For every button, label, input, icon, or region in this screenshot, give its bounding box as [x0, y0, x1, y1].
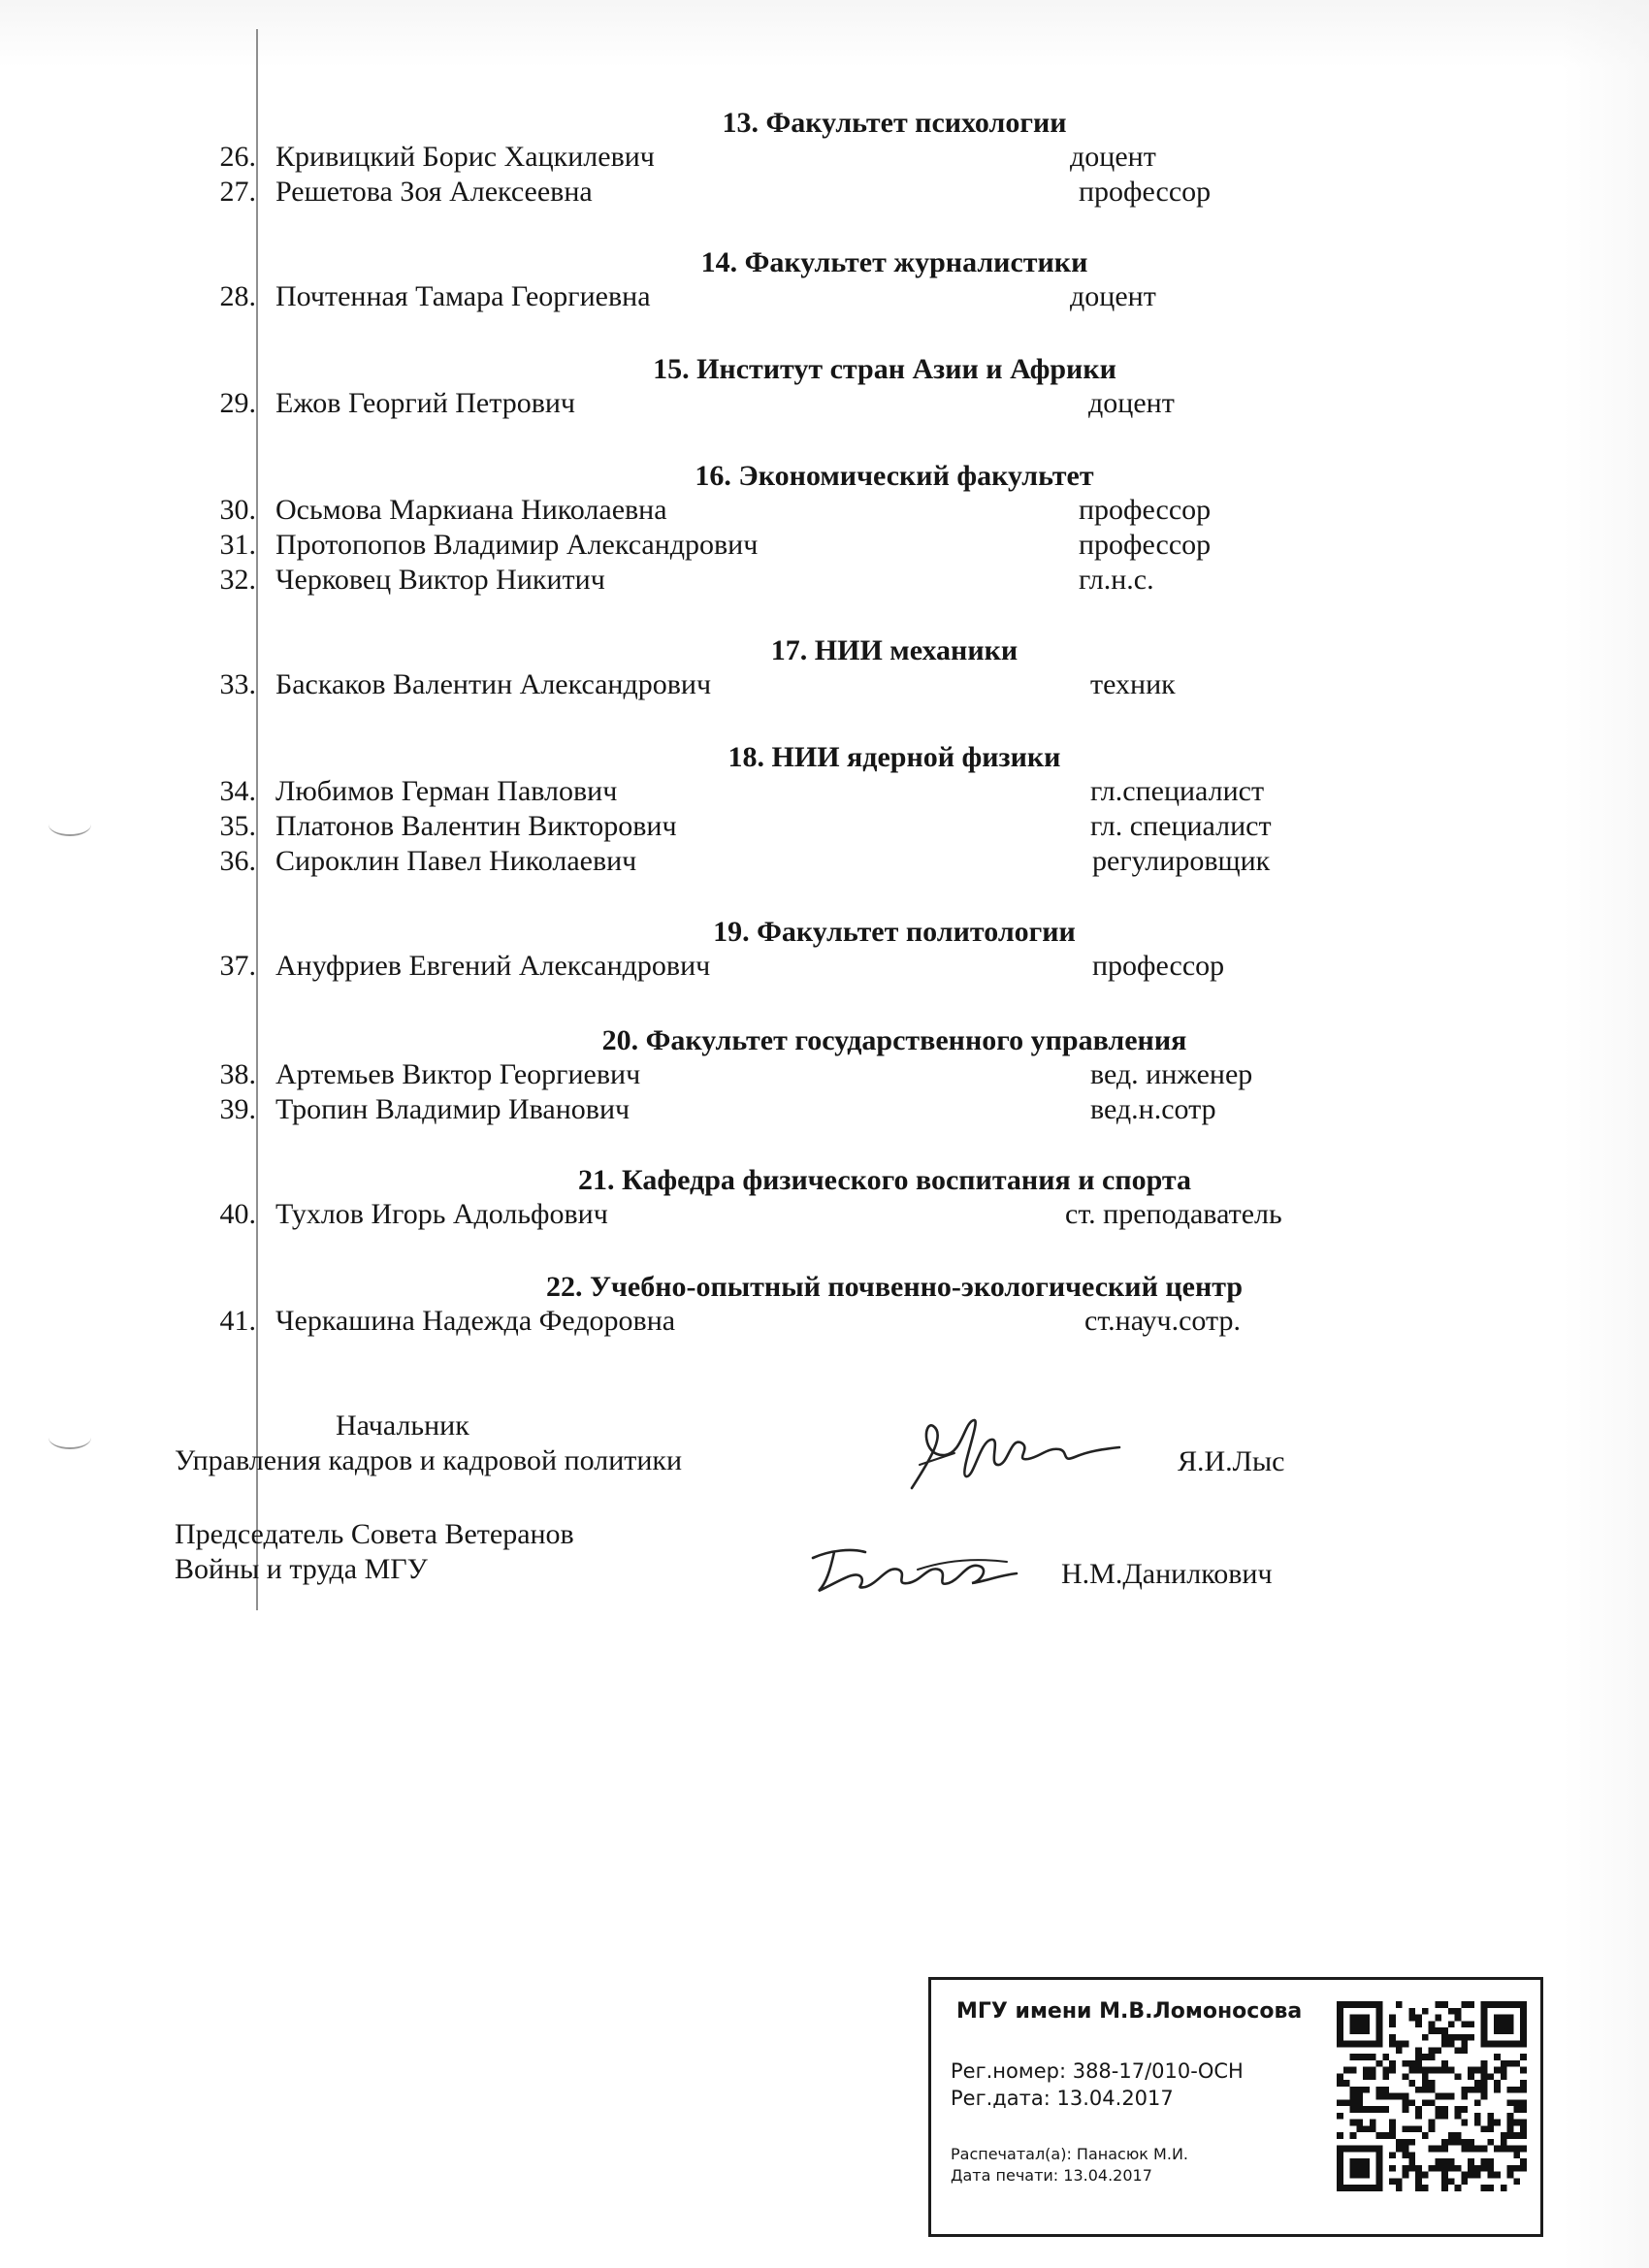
list-item [0, 774, 1649, 809]
section-heading: 13. Факультет психологии [722, 107, 1067, 139]
entry-position: доцент [1070, 280, 1156, 312]
entry-position: доцент [1070, 141, 1156, 173]
entry-number: 35. [219, 810, 256, 842]
scan-shadow-right [1562, 0, 1649, 2268]
signatory-title-hr [175, 1409, 682, 1478]
entry-name: Любимов Герман Павлович [275, 775, 618, 807]
entry-position: профессор [1079, 176, 1212, 208]
section-soil-ecology-center [0, 1271, 1649, 1339]
entry-position: доцент [1088, 387, 1175, 419]
list-item [0, 528, 1649, 563]
entry-position: профессор [1092, 950, 1225, 982]
section-public-administration [0, 1024, 1649, 1127]
section-political-science [0, 916, 1649, 984]
entry-name: Ануфриев Евгений Александрович [275, 950, 711, 982]
entry-number: 38. [219, 1058, 256, 1090]
section-economics [0, 460, 1649, 598]
qr-code [1337, 2001, 1527, 2191]
list-item [0, 1092, 1649, 1127]
entry-name: Черковец Виктор Никитич [275, 564, 605, 596]
entry-position: ст. преподаватель [1065, 1198, 1282, 1230]
entry-name: Почтенная Тамара Георгиевна [275, 280, 651, 312]
signatory-name: Я.И.Лыс [1178, 1445, 1285, 1477]
entry-name: Платонов Валентин Викторович [275, 810, 677, 842]
entry-position: профессор [1079, 529, 1212, 561]
list-item [0, 1197, 1649, 1232]
section-nuclear-physics-institute [0, 741, 1649, 879]
list-item [0, 809, 1649, 844]
entry-name: Баскаков Валентин Александрович [275, 668, 712, 700]
handwritten-signature [894, 1397, 1127, 1504]
list-item [0, 844, 1649, 879]
signatory-title-veterans [175, 1517, 574, 1587]
entry-name: Осьмова Маркиана Николаевна [275, 494, 667, 526]
list-item [0, 1057, 1649, 1092]
signatory-title-line: Начальник [336, 1409, 469, 1442]
entry-name: Тухлов Игорь Адольфович [275, 1198, 608, 1230]
handwritten-signature [801, 1531, 1024, 1608]
entry-name: Сироклин Павел Николаевич [275, 845, 637, 877]
entry-name: Кривицкий Борис Хацкилевич [275, 141, 655, 173]
entry-position: техник [1090, 668, 1176, 700]
signatory-name: Н.М.Данилкович [1061, 1558, 1273, 1590]
entry-name: Протопопов Владимир Александрович [275, 529, 759, 561]
entry-number: 28. [219, 280, 256, 312]
section-mechanics-institute [0, 634, 1649, 702]
entry-number: 31. [219, 529, 256, 561]
entry-number: 40. [219, 1198, 256, 1230]
entry-number: 36. [219, 845, 256, 877]
list-item [0, 386, 1649, 421]
section-heading: 16. Экономический факультет [695, 460, 1094, 492]
section-heading: 20. Факультет государственного управления [601, 1024, 1187, 1056]
entry-number: 27. [219, 176, 256, 208]
entry-position: вед.н.сотр [1090, 1093, 1216, 1125]
entry-number: 30. [219, 494, 256, 526]
section-heading: 15. Институт стран Азии и Африки [653, 353, 1116, 385]
entry-number: 26. [219, 141, 256, 173]
list-item [0, 949, 1649, 984]
section-heading: 14. Факультет журналистики [700, 246, 1088, 278]
entry-name: Решетова Зоя Алексеевна [275, 176, 593, 208]
section-physical-education [0, 1164, 1649, 1232]
list-item [0, 279, 1649, 314]
entry-name: Ежов Георгий Петрович [275, 387, 576, 419]
list-item [0, 563, 1649, 598]
list-item [0, 1304, 1649, 1339]
entry-number: 29. [219, 387, 256, 419]
entry-position: профессор [1079, 494, 1212, 526]
entry-position: вед. инженер [1090, 1058, 1253, 1090]
list-item [0, 667, 1649, 702]
stamp-reg-date: Рег.дата: 13.04.2017 [951, 2087, 1174, 2110]
stamp-print-date: Дата печати: 13.04.2017 [951, 2166, 1152, 2185]
entry-position: гл.специалист [1090, 775, 1265, 807]
entry-position: гл.н.с. [1079, 564, 1154, 596]
entry-number: 32. [219, 564, 256, 596]
entry-number: 39. [219, 1093, 256, 1125]
section-heading: 17. НИИ механики [770, 634, 1018, 666]
section-heading: 18. НИИ ядерной физики [728, 741, 1061, 773]
stamp-reg-number: Рег.номер: 388-17/010-ОСН [951, 2059, 1244, 2083]
stamp-organization: МГУ имени М.В.Ломоносова [956, 1999, 1303, 2024]
registration-stamp [928, 1977, 1543, 2237]
section-psychology [0, 107, 1649, 210]
punch-hole-mark [48, 1426, 91, 1449]
signatory-title-line: Управления кадров и кадровой политики [175, 1444, 683, 1476]
entry-position: гл. специалист [1090, 810, 1272, 842]
entry-name: Тропин Владимир Иванович [275, 1093, 630, 1125]
entry-number: 37. [219, 950, 256, 982]
section-heading: 22. Учебно-опытный почвенно-экологический центр [545, 1271, 1244, 1303]
entry-position: регулировщик [1092, 845, 1271, 877]
entry-position: ст.науч.сотр. [1084, 1305, 1242, 1337]
list-item [0, 175, 1649, 210]
entry-name: Артемьев Виктор Георгиевич [275, 1058, 641, 1090]
entry-number: 33. [219, 668, 256, 700]
signatory-title-line: Войны и труда МГУ [175, 1553, 428, 1585]
section-heading: 21. Кафедра физического воспитания и спорта [577, 1164, 1192, 1196]
signatory-title-line: Председатель Совета Ветеранов [175, 1518, 574, 1550]
entry-name: Черкашина Надежда Федоровна [275, 1305, 676, 1337]
entry-number: 41. [219, 1305, 256, 1337]
entry-number: 34. [219, 775, 256, 807]
stamp-printed-by: Распечатал(а): Панасюк М.И. [951, 2145, 1188, 2163]
list-item [0, 493, 1649, 528]
list-item [0, 140, 1649, 175]
section-asia-africa [0, 353, 1649, 421]
section-journalism [0, 246, 1649, 314]
section-heading: 19. Факультет политологии [713, 916, 1076, 948]
scan-shadow-top [0, 0, 1649, 68]
